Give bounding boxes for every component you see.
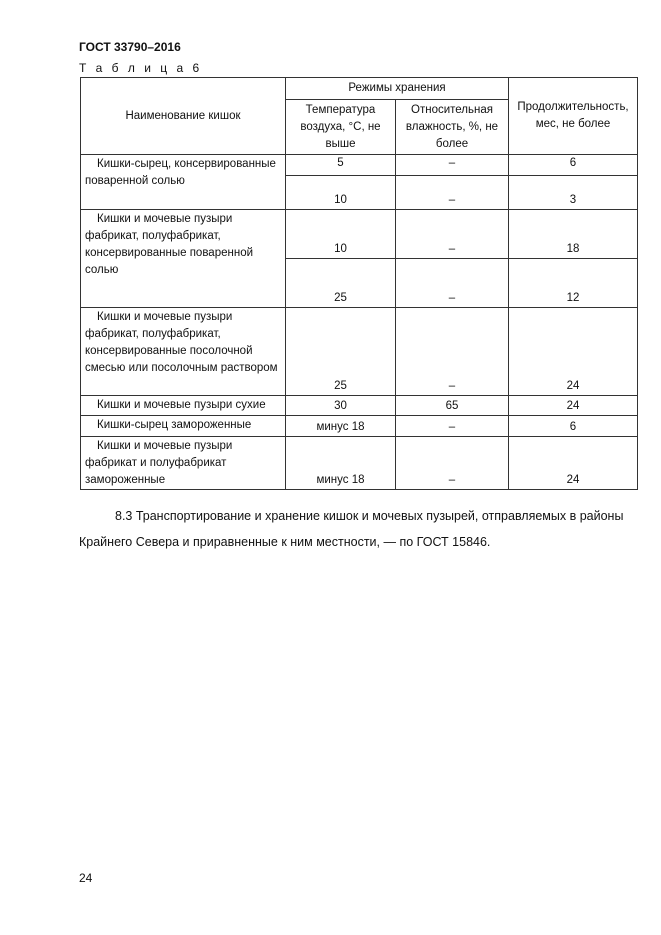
cell-duration: 24: [509, 396, 638, 416]
cell-temperature: 30: [286, 396, 396, 416]
cell-temperature: 10: [286, 176, 396, 210]
cell-temperature: 25: [286, 308, 396, 396]
header-duration: Продолжительность, мес, не более: [509, 78, 638, 155]
cell-humidity: –: [396, 308, 509, 396]
header-name: Наименование кишок: [81, 78, 286, 155]
storage-table: [80, 77, 638, 490]
header-humidity: Относительная влажность, %, не более: [396, 100, 509, 155]
cell-humidity: 65: [396, 396, 509, 416]
cell-humidity: –: [396, 416, 509, 437]
table-row: [81, 396, 638, 416]
cell-temperature: минус 18: [286, 416, 396, 437]
cell-duration: 3: [509, 176, 638, 210]
row-name: Кишки и мочевые пузыри фабрикат, полуфабрикат, консервированные посолочной смесью или посолочным раствором: [81, 308, 286, 396]
table-row: [81, 416, 638, 437]
paragraph-8-3: 8.3 Транспортирование и хранение кишок и мочевых пузырей, отправляемых в районы Крайнего Севера и приравненные к ним местности, — по ГОСТ 15846.: [79, 509, 624, 549]
cell-humidity: –: [396, 259, 509, 308]
header-row-1: [81, 78, 638, 100]
table-caption: Т а б л и ц а 6: [79, 61, 203, 75]
cell-humidity: –: [396, 210, 509, 259]
cell-duration: 12: [509, 259, 638, 308]
cell-duration: 24: [509, 437, 638, 490]
page-number: 24: [79, 871, 93, 885]
cell-humidity: –: [396, 176, 509, 210]
row-name: Кишки и мочевые пузыри фабрикат, полуфабрикат, консервированные поваренной солью: [81, 210, 286, 308]
cell-humidity: –: [396, 437, 509, 490]
row-name: Кишки-сырец замороженные: [81, 416, 286, 437]
row-name: Кишки и мочевые пузыри фабрикат и полуфабрикат замороженные: [81, 437, 286, 490]
cell-duration: 6: [509, 155, 638, 176]
cell-temperature: 25: [286, 259, 396, 308]
cell-temperature: 5: [286, 155, 396, 176]
table-row: [81, 210, 638, 259]
cell-temperature: минус 18: [286, 437, 396, 490]
cell-duration: 24: [509, 308, 638, 396]
cell-duration: 6: [509, 416, 638, 437]
row-name: Кишки и мочевые пузыри сухие: [81, 396, 286, 416]
table-row: [81, 155, 638, 176]
cell-duration: 18: [509, 210, 638, 259]
cell-temperature: 10: [286, 210, 396, 259]
header-modes: Режимы хранения: [286, 78, 509, 100]
table-row: [81, 308, 638, 396]
table-row: [81, 437, 638, 490]
document-header: ГОСТ 33790–2016: [79, 40, 181, 54]
cell-humidity: –: [396, 155, 509, 176]
row-name: Кишки-сырец, консервированные поваренной солью: [81, 155, 286, 210]
header-temperature: Температура воздуха, °С, не выше: [286, 100, 396, 155]
